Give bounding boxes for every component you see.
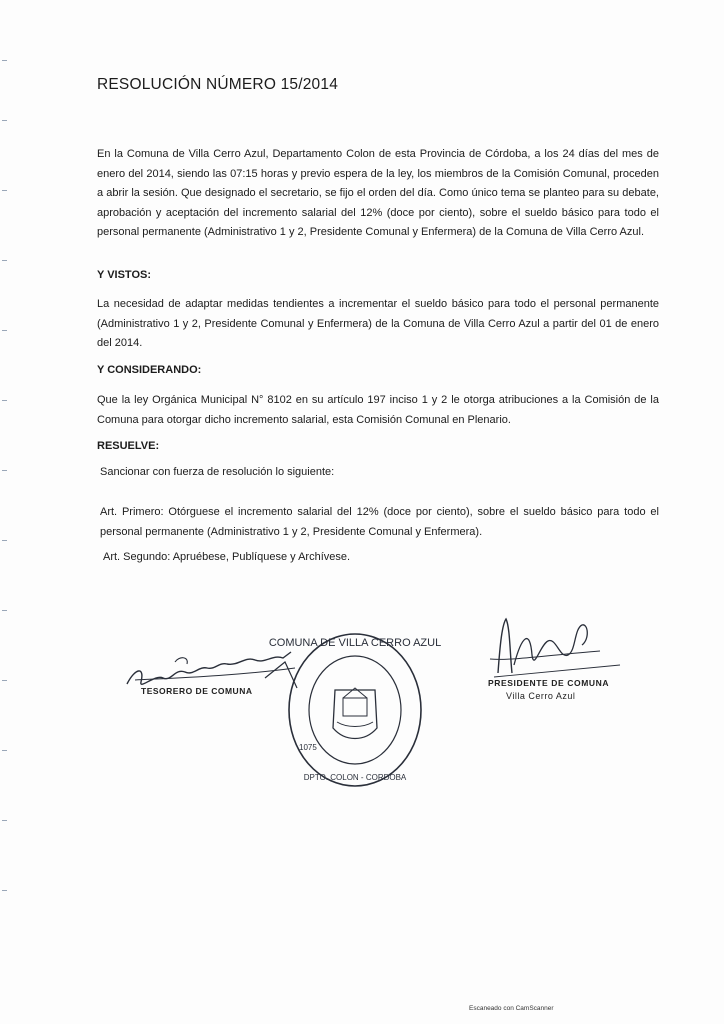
resuelve-heading: RESUELVE:: [97, 440, 160, 452]
president-location: Villa Cerro Azul: [506, 691, 576, 701]
article-first: Art. Primero: Otórguese el incremento salarial del 12% (doce por ciento), sobre el sueldo básico para todo el personal permanente (Administrativo 1 y 2, Presidente Comunal y Enfermera).: [100, 506, 659, 538]
official-seal: [268, 630, 442, 790]
president-signature-block: [470, 615, 650, 725]
seal-icon: [268, 630, 442, 790]
seal-number: 1075: [299, 743, 317, 752]
scan-edge-marks: [2, 60, 8, 960]
intro-paragraph: En la Comuna de Villa Cerro Azul, Departamento Colon de esta Provincia de Córdoba, a los 24 días del mes de enero del 2014, siendo las 07:15 horas y previo espera de la ley, los miembros de la Comisión Comunal, proceden a abrir la sesión. Que designado el secretario, se fijo el orden del día. Como único tema se planteo para su debate, aprobación y aceptación del incremento salarial del 12% (doce por ciento), sobre el sueldo básico para todo el personal permanente (Administrativo 1 y 2, Presidente Comunal y Enfermera) de la Comuna de Villa Cerro Azul.: [97, 148, 659, 238]
president-signature-icon: [470, 615, 650, 685]
resuelve-intro: Sancionar con fuerza de resolución lo siguiente:: [100, 466, 335, 478]
seal-bottom-text: DPTO. COLON - CORDOBA: [303, 773, 407, 782]
considerando-heading: Y CONSIDERANDO:: [97, 364, 202, 376]
seal-top-text: COMUNA DE VILLA CERRO AZUL: [268, 637, 442, 649]
vistos-heading: Y VISTOS:: [97, 269, 152, 281]
vistos-paragraph: La necesidad de adaptar medidas tendientes a incrementar el sueldo básico para todo el personal permanente (Administrativo 1 y 2, Presidente Comunal y Enfermera) de la Comuna de Villa Cerro Azul a partir del 01 de enero del 2014.: [97, 298, 659, 349]
resolution-title: RESOLUCIÓN NÚMERO 15/2014: [97, 76, 339, 93]
treasurer-caption: TESORERO DE COMUNA: [141, 686, 253, 696]
considerando-paragraph: Que la ley Orgánica Municipal N° 8102 en su artículo 197 inciso 1 y 2 le otorga atribuciones a la Comisión de la Comuna para otorgar dicho incremento salarial, esta Comisión Comunal en Plenario.: [97, 394, 659, 426]
article-second: Art. Segundo: Apruébese, Publíquese y Archívese.: [103, 551, 351, 563]
scanner-footer: Escaneado con CamScanner: [469, 1005, 554, 1012]
president-caption: PRESIDENTE DE COMUNA: [488, 678, 610, 688]
